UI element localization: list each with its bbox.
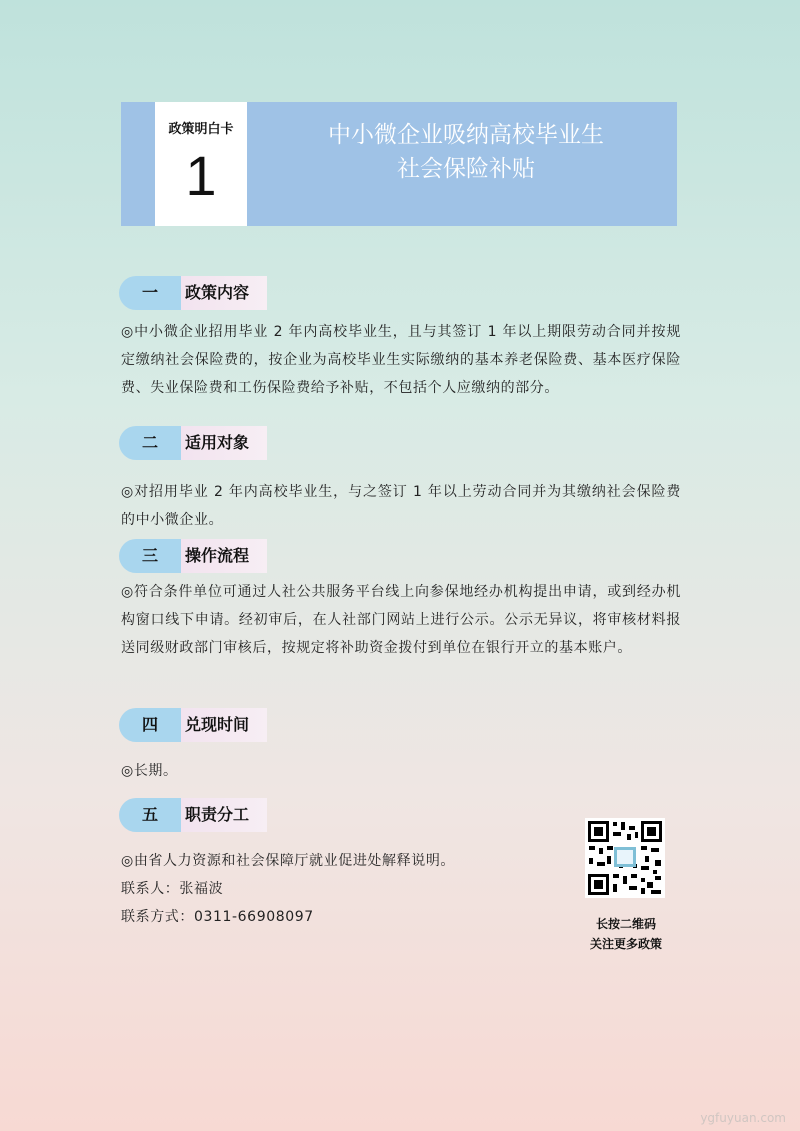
page-title bbox=[271, 118, 661, 186]
policy-card-badge bbox=[155, 102, 247, 226]
section-header-procedure bbox=[119, 539, 267, 573]
section-body-responsibility bbox=[121, 847, 561, 931]
section-header-target bbox=[119, 426, 267, 460]
watermark: ygfuyuan.com bbox=[700, 1111, 786, 1125]
section-body-target: ◎对招用毕业 2 年内高校毕业生，与之签订 1 年以上劳动合同并为其缴纳社会保险费的中小微企业。 bbox=[121, 484, 681, 528]
section-body-content: ◎中小微企业招用毕业 2 年内高校毕业生，且与其签订 1 年以上期限劳动合同并按规定缴纳社会保险费的，按企业为高校毕业生实际缴纳的基本养老保险费、基本医疗保险费、失业保险费和工伤保险费给予补贴，不包括个人应缴纳的部分。 bbox=[121, 324, 681, 396]
title-line-2: 社会保险补贴 bbox=[397, 156, 535, 182]
qr-caption-line-1: 长按二维码 bbox=[595, 917, 656, 931]
card-label: 政策明白卡 bbox=[168, 122, 234, 137]
contact-person: 联系人：张福波 bbox=[121, 881, 224, 897]
qr-code-image bbox=[585, 818, 665, 898]
section-number: 四 bbox=[119, 708, 181, 742]
section-title: 职责分工 bbox=[181, 798, 267, 832]
section-number: 五 bbox=[119, 798, 181, 832]
section-title: 兑现时间 bbox=[181, 708, 267, 742]
section-body-time: ◎长期。 bbox=[121, 763, 178, 779]
policy-header-banner bbox=[121, 102, 677, 226]
section-number: 二 bbox=[119, 426, 181, 460]
card-number: 1 bbox=[185, 144, 217, 207]
title-line-1: 中小微企业吸纳高校毕业生 bbox=[328, 122, 604, 148]
contact-phone: 联系方式：0311-66908097 bbox=[121, 909, 314, 925]
qr-caption bbox=[574, 914, 678, 954]
responsibility-text: ◎由省人力资源和社会保障厅就业促进处解释说明。 bbox=[121, 853, 456, 869]
qr-caption-line-2: 关注更多政策 bbox=[589, 937, 662, 951]
section-number: 一 bbox=[119, 276, 181, 310]
section-header-content bbox=[119, 276, 267, 310]
qr-code[interactable] bbox=[585, 818, 665, 898]
section-header-responsibility bbox=[119, 798, 267, 832]
section-header-time bbox=[119, 708, 267, 742]
section-body-procedure: ◎符合条件单位可通过人社公共服务平台线上向参保地经办机构提出申请，或到经办机构窗口线下申请。经初审后，在人社部门网站上进行公示。公示无异议，将审核材料报送同级财政部门审核后，按规定将补助资金拨付到单位在银行开立的基本账户。 bbox=[121, 584, 681, 656]
section-title: 政策内容 bbox=[181, 276, 267, 310]
section-title: 操作流程 bbox=[181, 539, 267, 573]
section-number: 三 bbox=[119, 539, 181, 573]
section-title: 适用对象 bbox=[181, 426, 267, 460]
